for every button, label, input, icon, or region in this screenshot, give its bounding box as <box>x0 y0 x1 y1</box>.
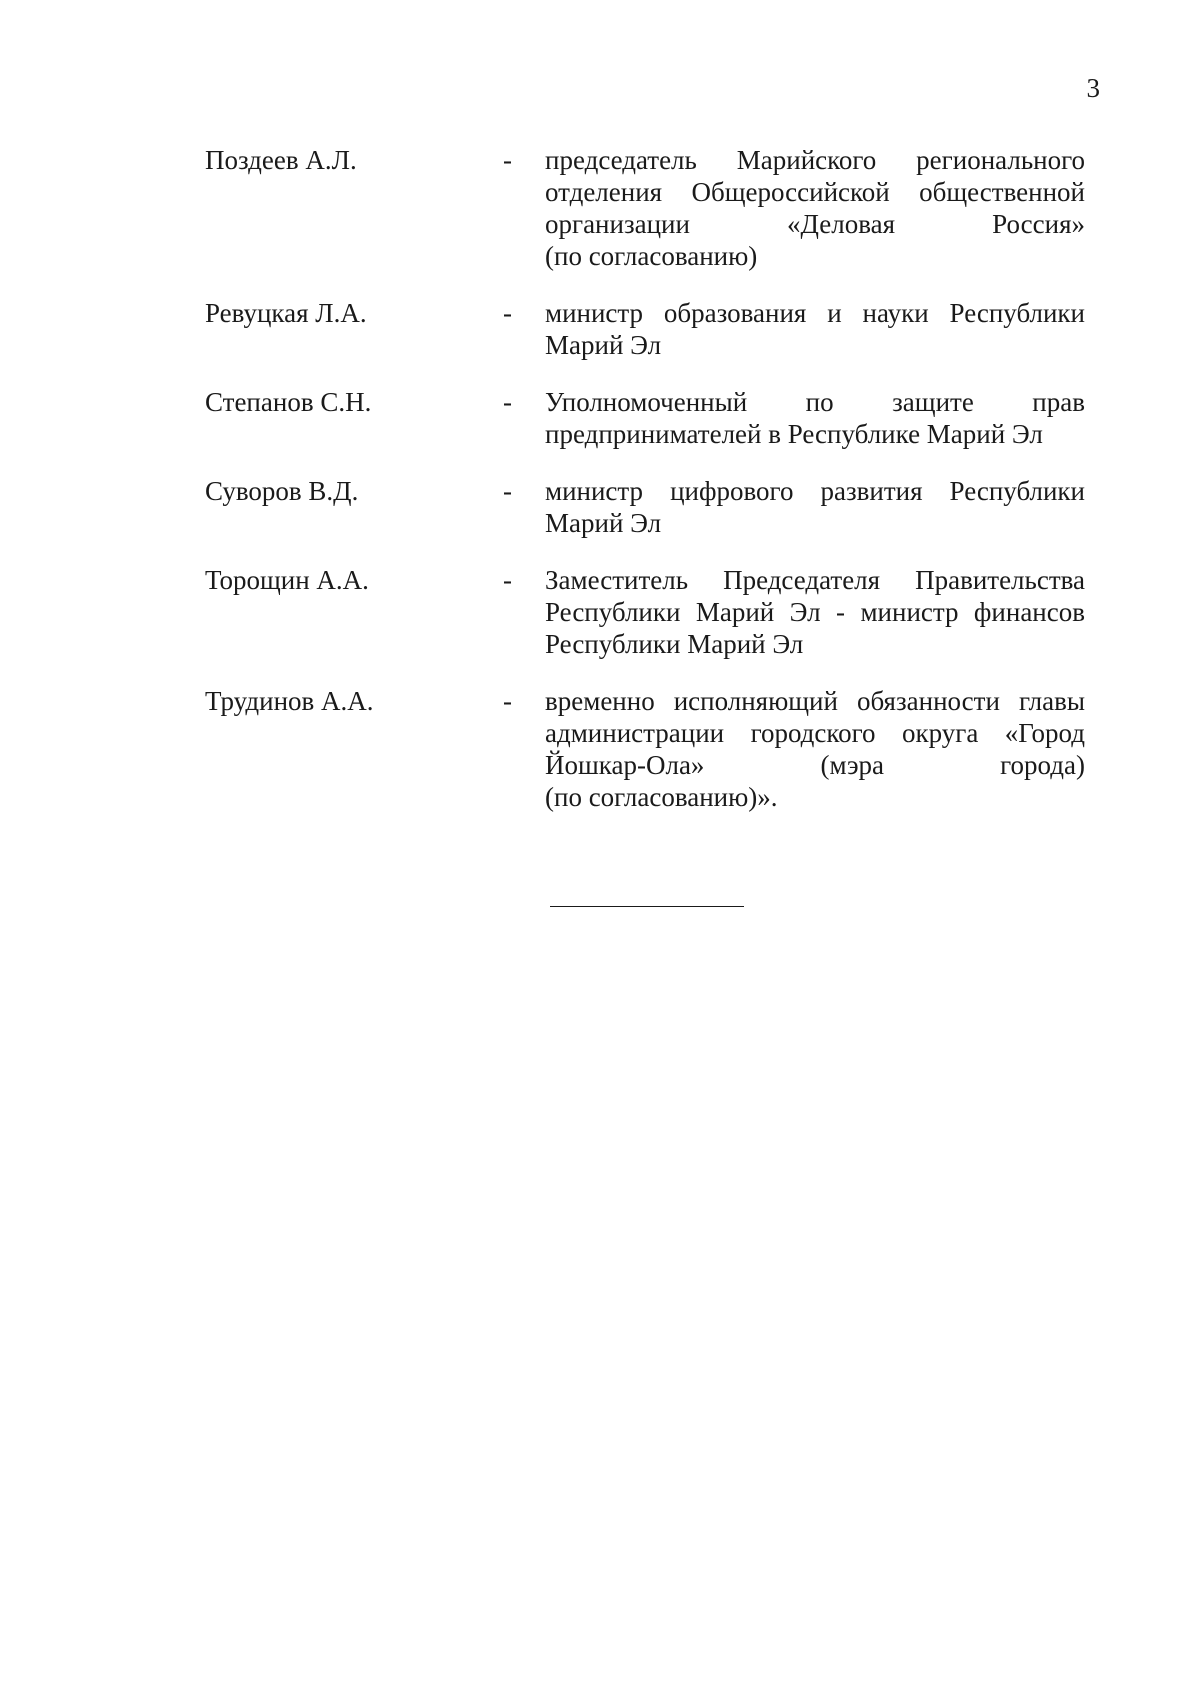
position-line: Йошкар-Ола» (мэра города) <box>545 750 1085 780</box>
member-dash: - <box>503 476 512 506</box>
member-position <box>545 475 1085 539</box>
position-line: Заместитель Председателя Правительства <box>545 565 1085 595</box>
member-name: Степанов С.Н. <box>205 387 372 417</box>
member-position <box>545 297 1085 361</box>
position-line: Уполномоченный по защите прав <box>545 387 1085 417</box>
member-dash: - <box>503 565 512 595</box>
member-position <box>545 564 1085 660</box>
position-line: администрации городского округа «Город <box>545 718 1085 748</box>
position-line: председатель Марийского регионального <box>545 145 1085 175</box>
position-line: Республики Марий Эл - министр финансов <box>545 597 1085 627</box>
position-line: министр образования и науки Республики <box>545 298 1085 328</box>
member-dash: - <box>503 387 512 417</box>
member-position <box>545 386 1085 450</box>
member-name: Торощин А.А. <box>205 565 369 595</box>
member-name: Трудинов А.А. <box>205 686 374 716</box>
position-line: Республики Марий Эл <box>545 629 804 659</box>
end-divider <box>550 906 744 907</box>
position-line: отделения Общероссийской общественной <box>545 177 1085 207</box>
member-name: Поздеев А.Л. <box>205 145 357 175</box>
member-name: Ревуцкая Л.А. <box>205 298 367 328</box>
member-name: Суворов В.Д. <box>205 476 359 506</box>
position-line: Марий Эл <box>545 330 662 360</box>
position-line: предпринимателей в Республике Марий Эл <box>545 419 1043 449</box>
member-dash: - <box>503 145 512 175</box>
position-line: временно исполняющий обязанности главы <box>545 686 1085 716</box>
position-line: организации «Деловая Россия» <box>545 209 1085 239</box>
member-dash: - <box>503 686 512 716</box>
member-position <box>545 685 1085 813</box>
member-position <box>545 144 1085 272</box>
position-line: министр цифрового развития Республики <box>545 476 1085 506</box>
position-line: (по согласованию)». <box>545 782 778 812</box>
member-dash: - <box>503 298 512 328</box>
position-line: Марий Эл <box>545 508 662 538</box>
position-line: (по согласованию) <box>545 241 758 271</box>
page-number: 3 <box>1086 73 1100 103</box>
